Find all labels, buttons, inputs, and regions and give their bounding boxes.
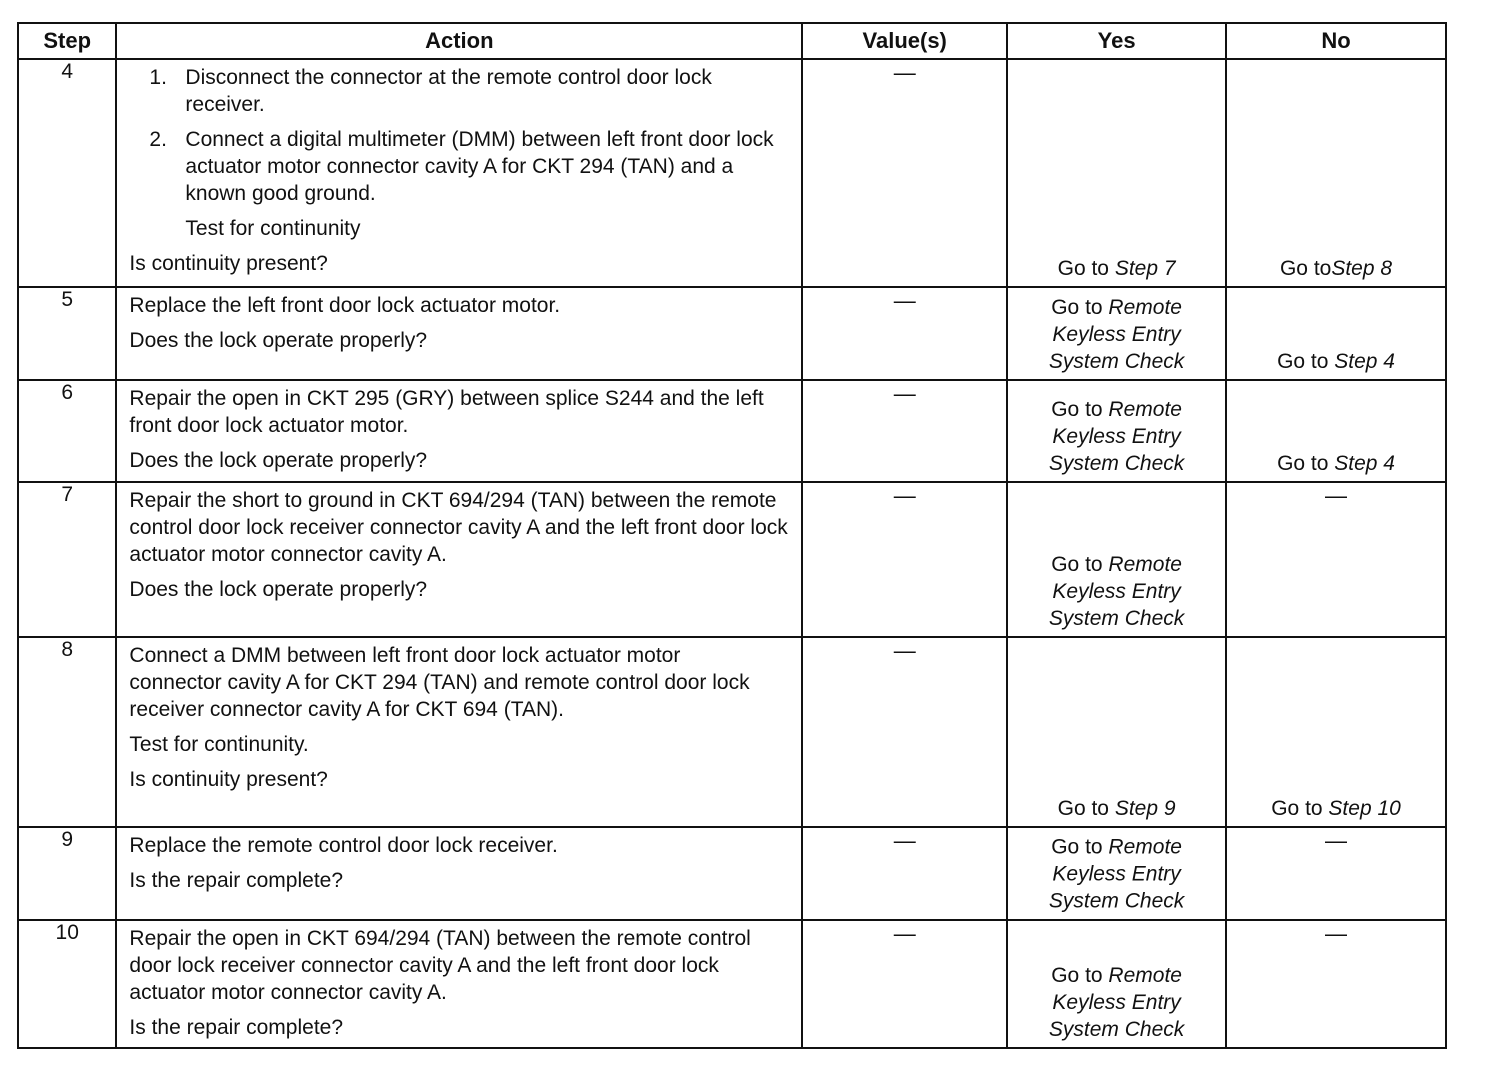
remote-keyless-entry-link[interactable]: Remote Keyless Entry System Check [1048,964,1185,1041]
go-to-text: Go to [1051,553,1109,576]
table-row [18,59,1446,287]
action-cell [116,380,802,482]
step-number: 4 [18,59,116,287]
item-text: Disconnect the connector at the remote control door lock receiver. [185,66,712,116]
item-number: 2. [149,128,167,151]
value-cell: — [802,827,1007,920]
action-text: Replace the left front door lock actuator motor. [129,294,561,317]
yes-cell [1007,827,1226,920]
yes-cell [1007,59,1226,287]
go-to-text: Go to [1277,452,1335,475]
action-cell [116,287,802,380]
header-values: Value(s) [802,23,1007,59]
step-link[interactable]: Step 4 [1334,350,1395,373]
numbered-item [129,64,791,118]
table-row [18,380,1446,482]
question-text: Does the lock operate properly? [129,449,428,472]
yes-cell [1007,482,1226,637]
step-link[interactable]: Step 7 [1114,257,1176,280]
value-cell: — [802,380,1007,482]
question-text: Is continuity present? [129,768,328,791]
no-cell [1226,637,1446,827]
table-row [18,920,1446,1048]
go-to-text: Go to [1279,257,1332,280]
go-to-text: Go to [1051,835,1109,858]
action-cell [116,59,802,287]
step-link[interactable]: Step 10 [1328,797,1401,820]
action-text: Repair the short to ground in CKT 694/294 (TAN) between the remote control door lock receiver connector cavity A and the left front door lock actuator motor connector cavity A. [129,489,788,566]
sub-instruction: Test for continunity. [129,733,309,756]
yes-cell [1007,380,1226,482]
action-cell [116,920,802,1048]
item-text: Connect a digital multimeter (DMM) between left front door lock actuator motor connector cavity A for CKT 294 (TAN) and a known good ground. [185,128,774,205]
step-number: 10 [18,920,116,1048]
question-text: Does the lock operate properly? [129,578,428,601]
go-to-text: Go to [1277,350,1335,373]
header-row [18,23,1446,59]
no-cell: — [1226,482,1446,637]
numbered-item [129,126,791,207]
value-cell: — [802,637,1007,827]
table-row [18,482,1446,637]
no-cell [1226,287,1446,380]
step-number: 8 [18,637,116,827]
step-link[interactable]: Step 4 [1334,452,1395,475]
yes-cell [1007,287,1226,380]
go-to-text: Go to [1051,296,1109,319]
question-text: Is the repair complete? [129,1016,344,1039]
action-cell [116,637,802,827]
value-cell: — [802,482,1007,637]
item-number: 1. [149,66,167,89]
step-number: 5 [18,287,116,380]
header-no: No [1226,23,1446,59]
action-cell [116,827,802,920]
value-cell: — [802,920,1007,1048]
no-cell [1226,380,1446,482]
question-text: Is the repair complete? [129,869,344,892]
step-number: 6 [18,380,116,482]
action-text: Connect a DMM between left front door lock actuator motor connector cavity A for CKT 294 (TAN) and remote control door lock receiver connector cavity A for CKT 694 (TAN). [129,644,750,721]
remote-keyless-entry-link[interactable]: Remote Keyless Entry System Check [1048,398,1185,475]
question-text: Does the lock operate properly? [129,329,428,352]
header-step: Step [18,23,116,59]
no-cell: — [1226,827,1446,920]
yes-cell [1007,637,1226,827]
go-to-text: Go to [1057,257,1115,280]
no-cell [1226,59,1446,287]
value-cell: — [802,59,1007,287]
step-number: 9 [18,827,116,920]
table-row [18,827,1446,920]
question-text: Is continuity present? [129,252,328,275]
go-to-text: Go to [1057,797,1115,820]
yes-cell [1007,920,1226,1048]
step-link[interactable]: Step 8 [1331,257,1393,280]
action-cell [116,482,802,637]
diagnostic-table [17,22,1447,1049]
action-text: Repair the open in CKT 295 (GRY) between splice S244 and the left front door lock actuator motor. [129,387,764,437]
remote-keyless-entry-link[interactable]: Remote Keyless Entry System Check [1048,553,1185,630]
table-row [18,637,1446,827]
step-link[interactable]: Step 9 [1114,797,1176,820]
header-yes: Yes [1007,23,1226,59]
no-cell: — [1226,920,1446,1048]
remote-keyless-entry-link[interactable]: Remote Keyless Entry System Check [1048,835,1185,912]
step-number: 7 [18,482,116,637]
table-row [18,287,1446,380]
header-action: Action [116,23,802,59]
go-to-text: Go to [1051,398,1109,421]
remote-keyless-entry-link[interactable]: Remote Keyless Entry System Check [1048,296,1185,373]
go-to-text: Go to [1271,797,1329,820]
sub-instruction: Test for continunity [185,217,361,240]
value-cell: — [802,287,1007,380]
go-to-text: Go to [1051,964,1109,987]
action-text: Repair the open in CKT 694/294 (TAN) between the remote control door lock receiver connector cavity A and the left front door lock actuator motor connector cavity A. [129,927,751,1004]
action-text: Replace the remote control door lock receiver. [129,834,558,857]
